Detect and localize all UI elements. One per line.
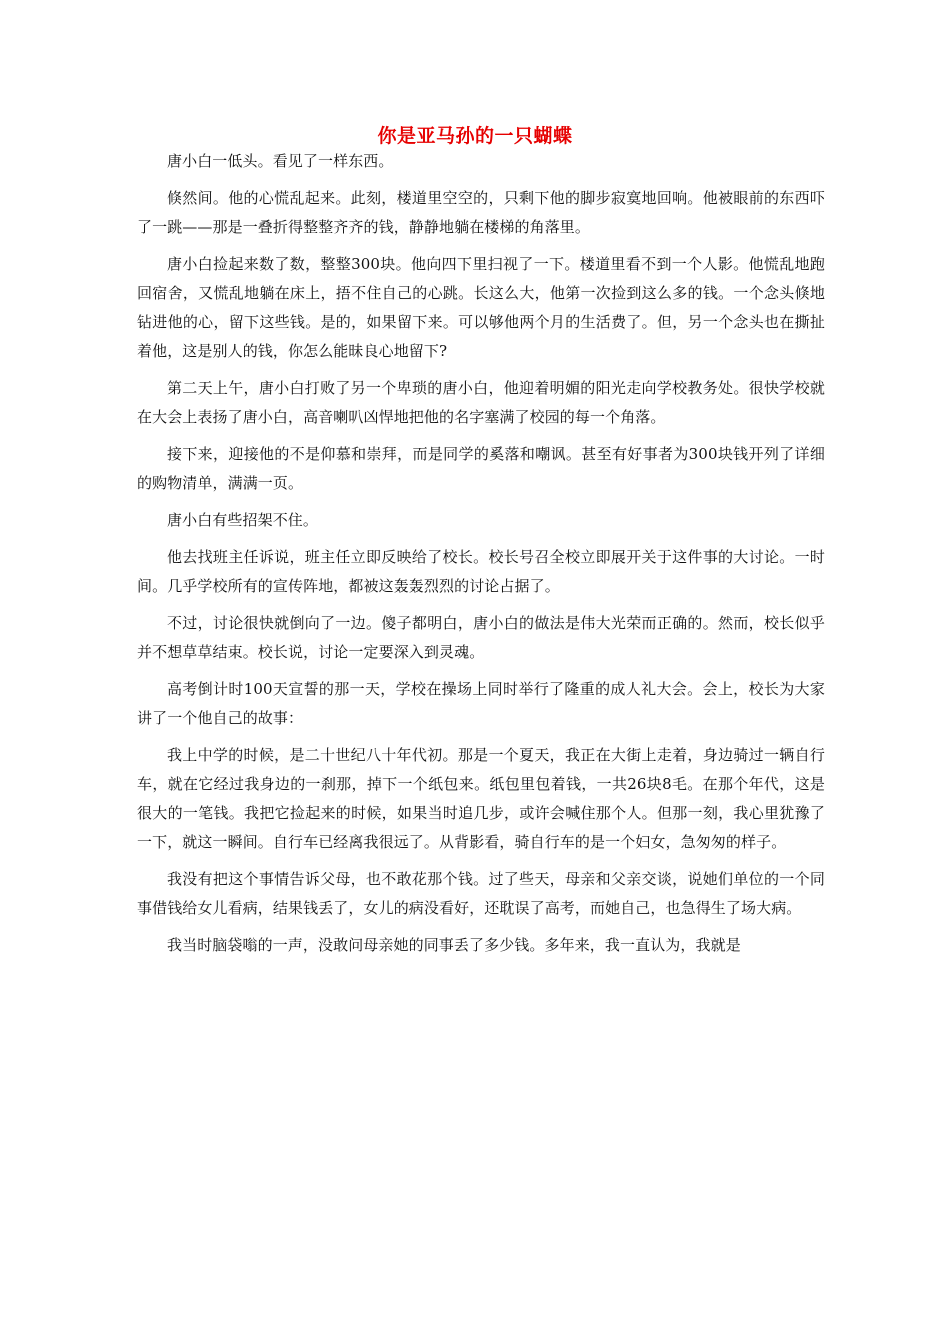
paragraph: 我上中学的时候，是二十世纪八十年代初。那是一个夏天，我正在大街上走着，身边骑过一辆自行车，就在它经过我身边的一刹那，掉下一个纸包来。纸包里包着钱，一共26块8毛。在那个年代，这是很大的一笔钱。我把它捡起来的时候，如果当时追几步，或许会喊住那个人。但那一刻，我心里犹豫了一下，就这一瞬间。自行车已经离我很远了。从背影看，骑自行车的是一个妇女，急匆匆的样子。 bbox=[137, 746, 825, 851]
paragraph: 不过，讨论很快就倒向了一边。傻子都明白，唐小白的做法是伟大光荣而正确的。然而，校长似乎并不想草草结束。校长说，讨论一定要深入到灵魂。 bbox=[137, 614, 825, 661]
paragraph: 唐小白一低头。看见了一样东西。 bbox=[167, 152, 394, 170]
document-title: 你是亚马孙的一只蝴蝶 bbox=[377, 125, 573, 147]
paragraph: 唐小白捡起来数了数，整整300块。他向四下里扫视了一下。楼道里看不到一个人影。他慌乱地跑回宿舍，又慌乱地躺在床上，捂不住自己的心跳。长这么大，他第一次捡到这么多的钱。一个念头倏地钻进他的心，留下这些钱。是的，如果留下来。可以够他两个月的生活费了。但，另一个念头也在撕扯着他，这是别人的钱，你怎么能昧良心地留下? bbox=[137, 255, 825, 360]
paragraph: 他去找班主任诉说，班主任立即反映给了校长。校长号召全校立即展开关于这件事的大讨论。一时间。几乎学校所有的宣传阵地，都被这轰轰烈烈的讨论占据了。 bbox=[137, 548, 825, 595]
paragraph: 我没有把这个事情告诉父母，也不敢花那个钱。过了些天，母亲和父亲交谈，说她们单位的一个同事借钱给女儿看病，结果钱丢了，女儿的病没看好，还耽误了高考，而她自己，也急得生了场大病。 bbox=[137, 870, 825, 917]
paragraph: 我当时脑袋嗡的一声，没敢问母亲她的同事丢了多少钱。多年来，我一直认为，我就是 bbox=[167, 936, 741, 954]
paragraph: 倏然间。他的心慌乱起来。此刻，楼道里空空的，只剩下他的脚步寂寞地回响。他被眼前的东西吓了一跳——那是一叠折得整整齐齐的钱，静静地躺在楼梯的角落里。 bbox=[137, 189, 825, 236]
paragraph: 第二天上午，唐小白打败了另一个卑琐的唐小白，他迎着明媚的阳光走向学校教务处。很快学校就在大会上表扬了唐小白，高音喇叭凶悍地把他的名字塞满了校园的每一个角落。 bbox=[137, 379, 825, 426]
paragraph: 唐小白有些招架不住。 bbox=[167, 511, 319, 529]
document-body bbox=[137, 147, 825, 968]
paragraph: 接下来，迎接他的不是仰慕和崇拜，而是同学的奚落和嘲讽。甚至有好事者为300块钱开列了详细的购物清单，满满一页。 bbox=[137, 445, 825, 492]
paragraph: 高考倒计时100天宣誓的那一天，学校在操场上同时举行了隆重的成人礼大会。会上，校长为大家讲了一个他自己的故事： bbox=[137, 680, 825, 727]
